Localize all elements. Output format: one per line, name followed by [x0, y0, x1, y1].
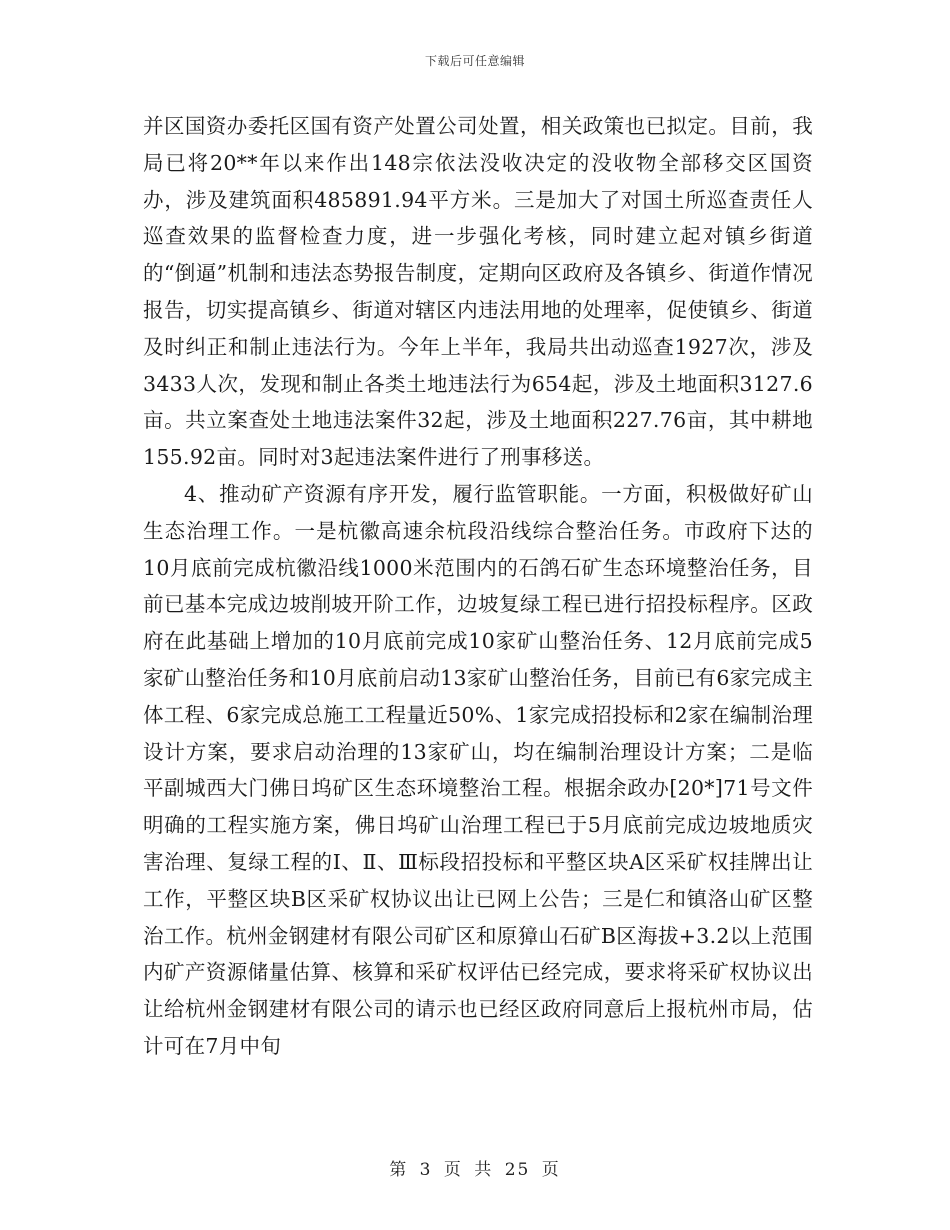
- page-footer: 第 3 页 共 25 页: [389, 1160, 561, 1180]
- page-header: 下载后可任意编辑: [424, 54, 525, 68]
- document-body: [143, 108, 813, 1065]
- paragraph-continued: 并区国资办委托区国有资产处置公司处置，相关政策也已拟定。目前，我局已将20**年以来作出148宗依法没收决定的没收物全部移交区国资办，涉及建筑面积485891.94平方米。三是加大了对国土所巡查责任人巡查效果的监督检查力度，进一步强化考核，同时建立起对镇乡街道的“倒逼”机制和违法态势报告制度，定期向区政府及各镇乡、街道作情况报告，切实提高镇乡、街道对辖区内违法用地的处理率，促使镇乡、街道及时纠正和制止违法行为。今年上半年，我局共出动巡查1927次，涉及3433人次，发现和制止各类土地违法行为654起，涉及土地面积3127.6亩。共立案查处土地违法案件32起，涉及土地面积227.76亩，其中耕地155.92亩。同时对3起违法案件进行了刑事移送。: [143, 114, 813, 470]
- paragraph-mineral-resources: 4、推动矿产资源有序开发，履行监管职能。一方面，积极做好矿山生态治理工作。一是杭徽高速余杭段沿线综合整治任务。市政府下达的10月底前完成杭徽沿线1000米范围内的石鸽石矿生态环境整治任务，目前已基本完成边坡削坡开阶工作，边坡复绿工程已进行招投标程序。区政府在此基础上增加的10月底前完成10家矿山整治任务、12月底前完成5家矿山整治任务和10月底前启动13家矿山整治任务，目前已有6家完成主体工程、6家完成总施工工程量近50%、1家完成招投标和2家在编制治理设计方案，要求启动治理的13家矿山，均在编制治理设计方案；二是临平副城西大门佛日坞矿区生态环境整治工程。根据余政办[20*]71号文件明确的工程实施方案，佛日坞矿山治理工程已于5月底前完成边坡地质灾害治理、复绿工程的Ⅰ、Ⅱ、Ⅲ标段招投标和平整区块A区采矿权挂牌出让工作，平整区块B区采矿权协议出让已网上公告；三是仁和镇洛山矿区整治工作。杭州金钢建材有限公司矿区和原獐山石矿B区海拔+3.2以上范围内矿产资源储量估算、核算和采矿权评估已经完成，要求将采矿权协议出让给杭州金钢建材有限公司的请示也已经区政府同意后上报杭州市局，估计可在7月中旬: [143, 481, 813, 1058]
